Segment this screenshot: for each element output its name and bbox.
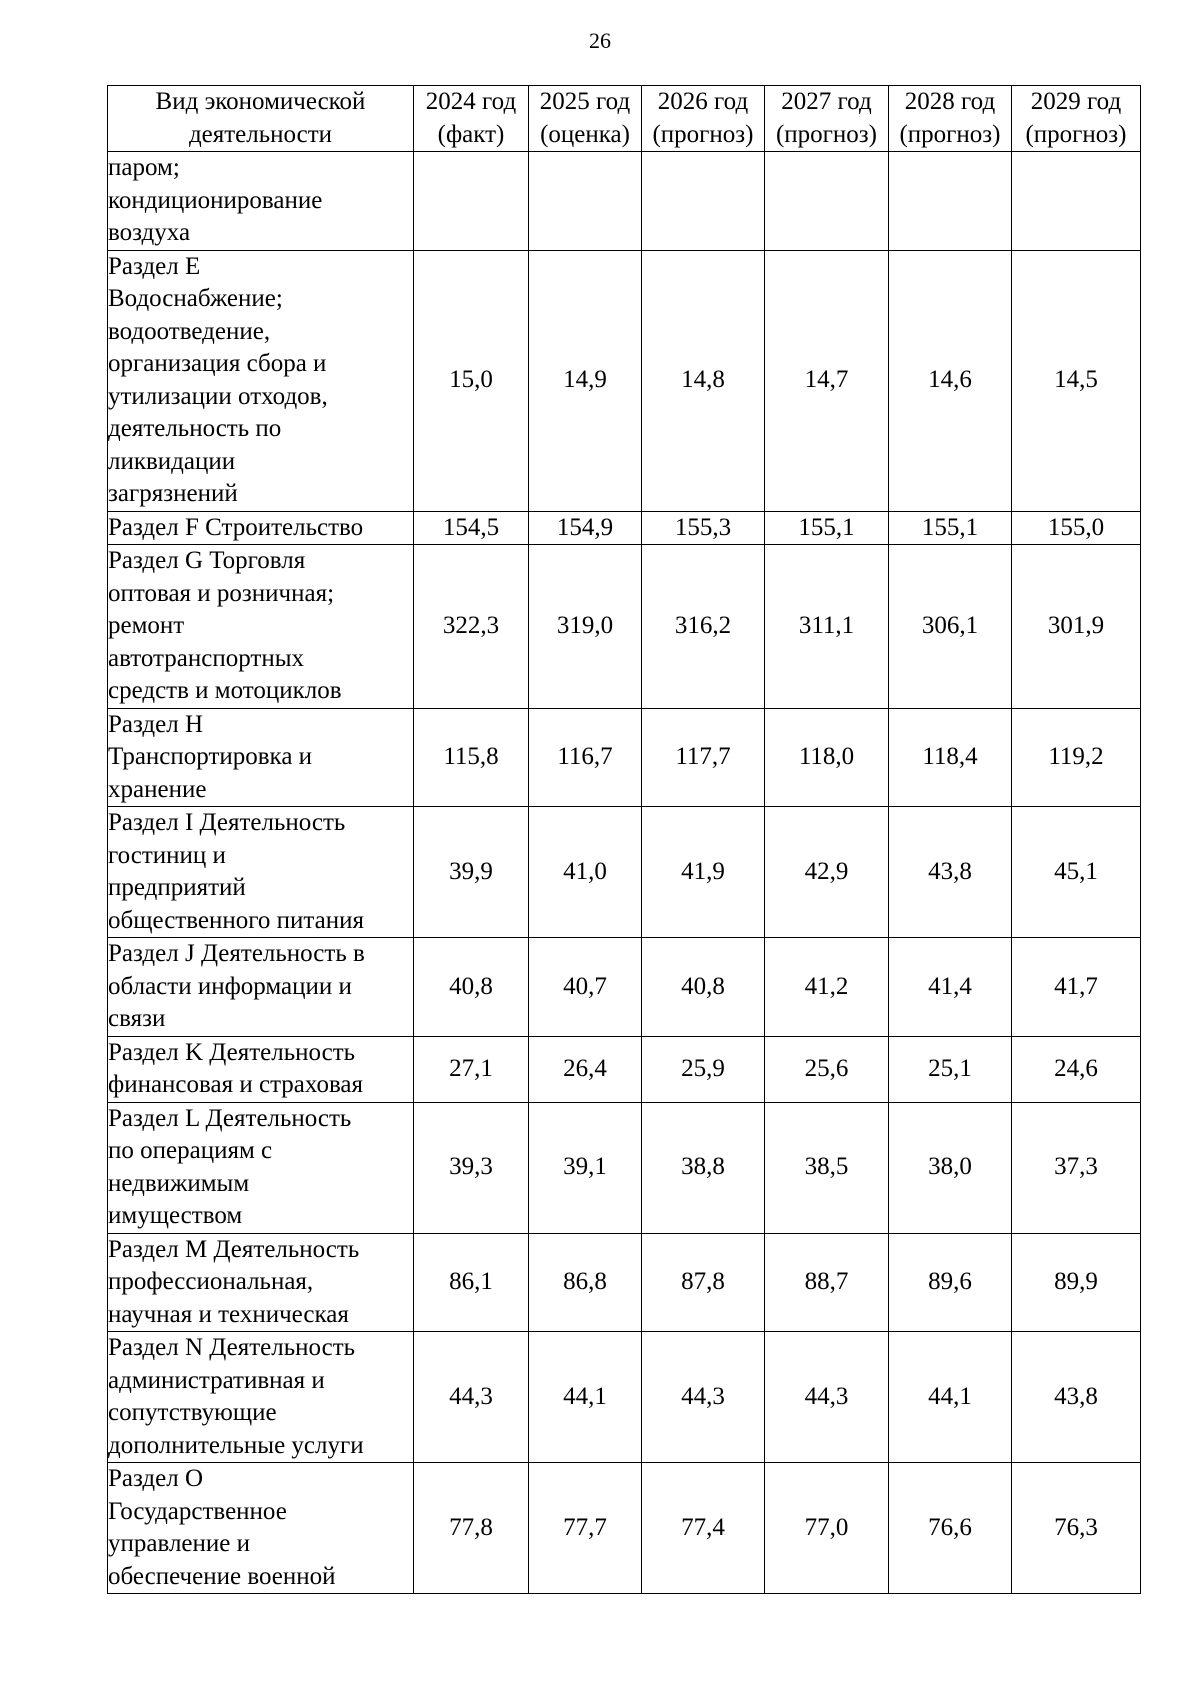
activity-label-line: Раздел L Деятельность [108,1104,352,1132]
value-cell: 27,1 [414,1036,529,1102]
activity-label-cell [108,1036,414,1102]
value-cell: 25,9 [642,1036,765,1102]
value-cell [1012,152,1141,251]
activity-label-line: загрязнений [108,480,238,507]
value-cell: 119,2 [1012,708,1141,807]
value-cell: 15,0 [414,250,529,511]
activity-label-line: недвижимым [108,1169,250,1197]
activity-label-cell [108,1102,414,1233]
value-cell: 41,7 [1012,938,1141,1037]
value-cell: 43,8 [889,807,1012,938]
activity-label-line: кондиционирование [108,186,323,214]
activity-label-line: паром; [108,154,180,181]
value-cell: 14,5 [1012,250,1141,511]
activity-label-line: оптовая и розничная; [108,579,335,607]
activity-label-line: Государственное [108,1497,287,1525]
value-cell: 311,1 [765,545,889,709]
activity-label-line: деятельность по [108,415,282,442]
value-cell: 155,0 [1012,511,1141,545]
value-cell: 155,1 [765,511,889,545]
value-cell: 319,0 [529,545,642,709]
activity-label-line: сопутствующие [108,1399,277,1426]
activity-label-cell [108,1463,414,1594]
header-2029 [1012,86,1141,152]
activity-label-line: средств и мотоциклов [108,677,342,704]
value-cell: 25,6 [765,1036,889,1102]
activity-label-cell [108,807,414,938]
value-cell: 41,4 [889,938,1012,1037]
value-cell: 39,1 [529,1102,642,1233]
value-cell: 87,8 [642,1233,765,1332]
activity-label-line: Раздел N Деятельность [108,1334,356,1361]
activity-label-line: утилизации отходов, [108,382,328,410]
value-cell: 26,4 [529,1036,642,1102]
activity-label-line: дополнительные услуги [108,1431,364,1459]
activity-label-line: по операциям с [108,1137,273,1164]
activity-label-line: общественного питания [108,906,364,934]
header-text-line: 2025 год [539,88,631,115]
activity-label-line: Водоснабжение; [108,285,283,312]
table-row [108,1233,1141,1332]
header-2028 [889,86,1012,152]
header-2027 [765,86,889,152]
economic-activity-table [107,85,1141,1594]
value-cell: 117,7 [642,708,765,807]
header-text-line: (оценка) [540,120,630,148]
value-cell: 76,6 [889,1463,1012,1594]
activity-label-line: профессиональная, [108,1268,314,1295]
value-cell: 37,3 [1012,1102,1141,1233]
activity-label-cell [108,1332,414,1463]
table-row [108,1332,1141,1463]
value-cell [765,152,889,251]
table-row [108,1036,1141,1102]
activity-label-cell [108,708,414,807]
value-cell: 116,7 [529,708,642,807]
table-row [108,152,1141,251]
value-cell: 44,1 [529,1332,642,1463]
value-cell: 89,6 [889,1233,1012,1332]
activity-label-line: хранение [108,775,207,803]
header-text-line: (прогноз) [652,120,754,148]
value-cell: 322,3 [414,545,529,709]
activity-label-cell [108,938,414,1037]
table-row [108,1463,1141,1594]
activity-label-line: Раздел E [108,252,201,280]
activity-label-cell [108,1233,414,1332]
table-header-row [108,86,1141,152]
activity-label-line: автотранспортных [108,644,304,672]
header-text-line: 2024 год [425,88,517,115]
activity-label-line: области информации и [108,972,352,1000]
header-text-line: (прогноз) [775,120,878,148]
activity-label-line: Раздел M Деятельность [108,1235,360,1263]
value-cell: 38,5 [765,1102,889,1233]
activity-label-line: управление и [108,1530,251,1557]
activity-label-cell [108,545,414,709]
activity-label-line: Раздел K Деятельность [108,1038,356,1066]
value-cell: 44,1 [889,1332,1012,1463]
value-cell: 89,9 [1012,1233,1141,1332]
value-cell: 45,1 [1012,807,1141,938]
activity-label-line: административная и [108,1366,325,1394]
header-text-line: 2026 год [657,88,749,115]
header-text-line: Вид экономической [155,88,366,115]
value-cell: 24,6 [1012,1036,1141,1102]
value-cell [889,152,1012,251]
value-cell: 40,7 [529,938,642,1037]
value-cell: 155,1 [889,511,1012,545]
value-cell: 76,3 [1012,1463,1141,1594]
activity-label-line: связи [108,1005,166,1032]
activity-label-line: обеспечение военной [108,1562,336,1590]
value-cell: 86,8 [529,1233,642,1332]
header-activity-type [108,86,414,152]
table-row [108,938,1141,1037]
activity-label-cell [108,152,414,251]
activity-label-line: организация сбора и [108,350,327,377]
value-cell: 306,1 [889,545,1012,709]
activity-label-line: Раздел O [108,1465,204,1492]
activity-label-line: водоотведение, [108,317,271,345]
value-cell: 14,8 [642,250,765,511]
value-cell: 301,9 [1012,545,1141,709]
activity-label-line: ликвидации [108,447,236,475]
value-cell: 39,3 [414,1102,529,1233]
value-cell: 77,0 [765,1463,889,1594]
value-cell: 86,1 [414,1233,529,1332]
value-cell: 118,4 [889,708,1012,807]
activity-label-line: финансовая и страховая [108,1071,364,1098]
header-2025 [529,86,642,152]
value-cell: 14,6 [889,250,1012,511]
value-cell: 25,1 [889,1036,1012,1102]
value-cell: 41,0 [529,807,642,938]
value-cell: 154,5 [414,511,529,545]
table-row [108,708,1141,807]
value-cell: 316,2 [642,545,765,709]
value-cell: 40,8 [642,938,765,1037]
value-cell: 44,3 [642,1332,765,1463]
value-cell: 41,9 [642,807,765,938]
value-cell: 39,9 [414,807,529,938]
value-cell: 154,9 [529,511,642,545]
header-text-line: (прогноз) [899,120,1001,148]
header-text-line: деятельности [188,120,333,148]
table-row [108,1102,1141,1233]
value-cell: 77,4 [642,1463,765,1594]
header-text-line: 2029 год [1030,88,1122,115]
value-cell: 40,8 [414,938,529,1037]
header-2026 [642,86,765,152]
value-cell: 38,0 [889,1102,1012,1233]
value-cell: 44,3 [765,1332,889,1463]
value-cell: 14,7 [765,250,889,511]
table-row [108,250,1141,511]
value-cell: 44,3 [414,1332,529,1463]
activity-label-line: имуществом [108,1202,243,1229]
value-cell: 38,8 [642,1102,765,1233]
value-cell [529,152,642,251]
activity-label-line: ремонт [108,612,185,639]
activity-label-line: научная и техническая [108,1300,349,1328]
value-cell: 115,8 [414,708,529,807]
activity-label-line: Раздел I Деятельность [108,809,346,836]
table-row [108,511,1141,545]
header-2024 [414,86,529,152]
header-text-line: (факт) [437,120,505,148]
activity-label-line: Раздел G Торговля [108,547,306,574]
table-row [108,545,1141,709]
activity-label-line: предприятий [108,874,246,901]
table-body [108,152,1141,1594]
header-text-line: 2027 год [781,88,872,115]
header-text-line: 2028 год [904,88,996,115]
value-cell: 42,9 [765,807,889,938]
value-cell: 43,8 [1012,1332,1141,1463]
activity-label-line: Транспортировка и [108,743,313,770]
activity-label-cell [108,511,414,545]
value-cell: 77,8 [414,1463,529,1594]
value-cell [414,152,529,251]
value-cell: 118,0 [765,708,889,807]
activity-label-line: Раздел F Строительство [108,513,364,541]
activity-label-line: Раздел H [108,710,204,738]
value-cell: 41,2 [765,938,889,1037]
value-cell: 155,3 [642,511,765,545]
value-cell [642,152,765,251]
value-cell: 88,7 [765,1233,889,1332]
value-cell: 77,7 [529,1463,642,1594]
activity-label-cell [108,250,414,511]
value-cell: 14,9 [529,250,642,511]
activity-label-line: гостиниц и [108,841,226,869]
page-number: 26 [589,28,611,53]
activity-label-line: Раздел J Деятельность в [108,940,365,967]
header-text-line: (прогноз) [1025,120,1127,148]
table-row [108,807,1141,938]
activity-label-line: воздуха [108,219,191,246]
